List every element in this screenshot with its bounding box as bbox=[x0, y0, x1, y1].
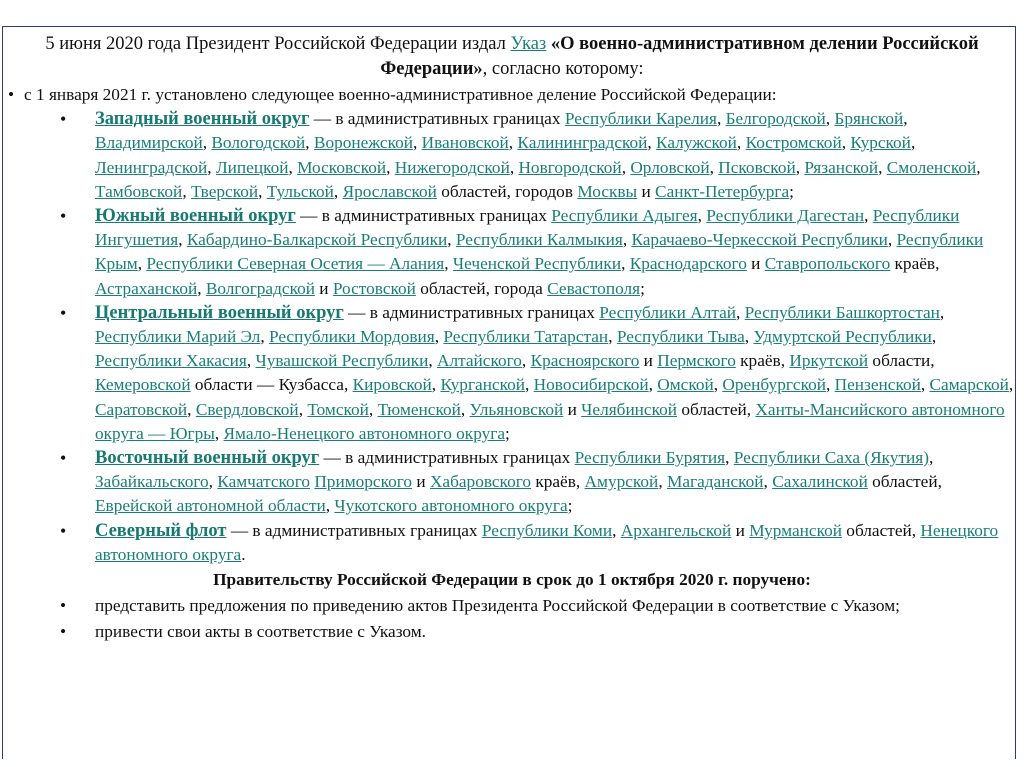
region-link[interactable]: Мурманской bbox=[749, 520, 842, 540]
description-text: . bbox=[241, 544, 246, 564]
description-text: , bbox=[1008, 375, 1014, 395]
government-heading: Правительству Российской Федерации в срок до 1 октября 2020 г. поручено: bbox=[213, 570, 811, 590]
region-link[interactable]: Архангельской bbox=[620, 520, 732, 540]
region-link[interactable]: Республики Дагестан bbox=[706, 206, 865, 226]
region-link[interactable]: Ульяновской bbox=[469, 399, 564, 419]
description-text: краёв, bbox=[890, 254, 940, 274]
description-text: , bbox=[434, 327, 444, 347]
region-link[interactable]: Республики Карелия bbox=[564, 109, 717, 129]
description-text: и bbox=[563, 399, 582, 419]
description-text: , bbox=[460, 399, 470, 419]
description-text: и bbox=[412, 472, 430, 492]
description-text: краёв, bbox=[531, 472, 585, 492]
decree-link[interactable]: Указ bbox=[510, 34, 547, 54]
description-text: и bbox=[731, 520, 750, 540]
description-text: областей, bbox=[677, 399, 756, 419]
region-link[interactable]: Севастополя bbox=[547, 278, 641, 298]
description-text: , bbox=[878, 157, 887, 177]
region-link[interactable]: Алтайского bbox=[437, 351, 522, 371]
region-link[interactable]: Иркутской bbox=[789, 351, 869, 371]
description-text: , bbox=[976, 157, 981, 177]
region-link[interactable]: Рязанской bbox=[804, 157, 879, 177]
description-text: — в административных границах bbox=[295, 206, 552, 226]
bullet-icon: • bbox=[8, 85, 15, 104]
region-link[interactable]: Белгородской bbox=[725, 109, 826, 129]
description-text: , bbox=[202, 133, 212, 153]
region-link[interactable]: Республики Коми bbox=[481, 520, 613, 540]
description-text: , bbox=[709, 157, 719, 177]
district-name[interactable]: Западный военный округ bbox=[95, 109, 310, 130]
district-name[interactable]: Центральный военный округ bbox=[95, 302, 344, 323]
description-text: , bbox=[716, 109, 726, 129]
description-text: областей, bbox=[867, 472, 942, 492]
region-link[interactable]: Санкт-Петербурга bbox=[655, 181, 790, 201]
region-link[interactable]: Курской bbox=[850, 133, 911, 153]
region-link[interactable]: Владимирской bbox=[95, 133, 203, 153]
region-link[interactable]: Смоленской bbox=[886, 157, 977, 177]
description-text: , bbox=[207, 157, 216, 177]
description-text: , bbox=[508, 133, 518, 153]
description-text: , bbox=[939, 302, 945, 322]
district-item bbox=[0, 519, 1024, 567]
task-text: привести свои акты в соответствие с Указом. bbox=[95, 622, 427, 642]
region-link[interactable]: Ивановской bbox=[421, 133, 509, 153]
description-text: , bbox=[725, 448, 734, 468]
description-text: , bbox=[621, 157, 631, 177]
region-link[interactable]: Ставропольского bbox=[764, 254, 891, 274]
description-text: областей, bbox=[841, 520, 921, 540]
region-link[interactable]: Саратовской bbox=[95, 399, 188, 419]
district-name[interactable]: Южный военный округ bbox=[95, 206, 296, 227]
description-text: и bbox=[639, 351, 658, 371]
description-text: , bbox=[182, 181, 191, 201]
description-text: , bbox=[178, 230, 187, 250]
description-text: , bbox=[864, 206, 873, 226]
region-link[interactable]: Калининградской bbox=[517, 133, 648, 153]
region-link[interactable]: Ямало-Ненецкого автономного округа bbox=[223, 423, 506, 443]
region-link[interactable]: Свердловской bbox=[195, 399, 299, 419]
region-link[interactable]: Новгородской bbox=[518, 157, 622, 177]
description-text: , bbox=[910, 133, 916, 153]
description-text: , bbox=[744, 327, 754, 347]
description-text: , bbox=[325, 496, 335, 516]
region-link[interactable]: Республики Крым bbox=[95, 230, 984, 274]
description-text: , bbox=[137, 254, 147, 274]
region-link[interactable]: Приморского bbox=[314, 472, 413, 492]
document-heading bbox=[30, 32, 994, 81]
description-text: , bbox=[187, 399, 196, 419]
region-link[interactable]: Краснодарского bbox=[629, 254, 747, 274]
region-link[interactable]: Пензенской bbox=[834, 375, 921, 395]
region-link[interactable]: Республики Калмыкия bbox=[455, 230, 623, 250]
region-link[interactable]: Ненецкого автономного округа bbox=[95, 520, 999, 564]
description-text: , bbox=[298, 399, 308, 419]
description-text: , bbox=[928, 448, 934, 468]
region-link[interactable]: Астраханской bbox=[95, 278, 198, 298]
description-text: , bbox=[208, 472, 218, 492]
description-text: области — Кузбасса, bbox=[190, 375, 353, 395]
district-name[interactable]: Восточный военный округ bbox=[95, 448, 320, 469]
region-link[interactable]: Сахалинской bbox=[772, 472, 868, 492]
region-link[interactable]: Республики Бурятия bbox=[574, 448, 726, 468]
region-link[interactable]: Республики Северная Осетия — Алания bbox=[146, 254, 445, 274]
region-link[interactable]: Хабаровского bbox=[429, 472, 532, 492]
description-text: ; bbox=[789, 181, 794, 201]
description-text: , bbox=[647, 133, 657, 153]
district-item bbox=[0, 204, 1024, 301]
region-link[interactable]: Амурской bbox=[584, 472, 659, 492]
description-text: , bbox=[444, 254, 453, 274]
region-link[interactable]: Кабардино-Балкарской Республики bbox=[186, 230, 448, 250]
description-text: и bbox=[746, 254, 765, 274]
description-text: , bbox=[386, 157, 395, 177]
district-item bbox=[0, 301, 1024, 446]
document-body bbox=[0, 32, 1024, 645]
region-link[interactable]: Московской bbox=[297, 157, 387, 177]
region-link[interactable]: Красноярского bbox=[530, 351, 640, 371]
region-link[interactable]: Республики Татарстан bbox=[443, 327, 609, 347]
description-text: , bbox=[736, 133, 746, 153]
description-text: ; bbox=[567, 496, 573, 516]
region-link[interactable]: Ярославской bbox=[342, 181, 437, 201]
description-text: , bbox=[621, 254, 630, 274]
description-text: областей, городов bbox=[436, 181, 578, 201]
task-item bbox=[0, 594, 1024, 618]
region-link[interactable]: Тюменской bbox=[377, 399, 461, 419]
region-link[interactable]: Ростовской bbox=[332, 278, 416, 298]
description-text: и bbox=[314, 278, 333, 298]
region-link[interactable]: Еврейской автономной области bbox=[95, 496, 326, 516]
region-link[interactable]: Томской bbox=[307, 399, 369, 419]
intro-text: с 1 января 2021 г. установлено следующее военно-административное деление Российской Федерации: bbox=[24, 85, 777, 104]
region-link[interactable]: Омской bbox=[657, 375, 714, 395]
description-text: краёв, bbox=[735, 351, 790, 371]
description-text: , bbox=[622, 230, 632, 250]
description-text: , bbox=[305, 133, 314, 153]
region-link[interactable]: Удмуртской Республики bbox=[753, 327, 932, 347]
region-link[interactable]: Тверской bbox=[190, 181, 259, 201]
region-link[interactable]: Республики Саха (Якутия) bbox=[733, 448, 929, 468]
region-link[interactable]: Карачаево-Черкесской Республики bbox=[631, 230, 888, 250]
description-text: , bbox=[713, 375, 723, 395]
description-text: , bbox=[826, 375, 835, 395]
region-link[interactable]: Вологодской bbox=[211, 133, 306, 153]
region-link[interactable]: Республики Марий Эл bbox=[95, 327, 261, 347]
description-text: , bbox=[887, 230, 897, 250]
region-link[interactable]: Самарской bbox=[929, 375, 1009, 395]
region-link[interactable]: Ханты-Мансийского автономного округа — Югры bbox=[95, 399, 1005, 443]
heading-suffix: , согласно которому: bbox=[482, 58, 644, 79]
bullet-icon: • bbox=[60, 448, 67, 469]
region-link[interactable]: Оренбургской bbox=[722, 375, 826, 395]
region-link[interactable]: Орловской bbox=[630, 157, 710, 177]
region-link[interactable]: Чеченской Республики bbox=[452, 254, 622, 274]
region-link[interactable]: Курганской bbox=[440, 375, 526, 395]
region-link[interactable]: Волгоградской bbox=[205, 278, 315, 298]
district-item bbox=[0, 107, 1024, 204]
description-text: , bbox=[288, 157, 298, 177]
districts-list bbox=[0, 107, 1024, 567]
district-description bbox=[95, 303, 1013, 443]
description-text: , bbox=[608, 327, 617, 347]
bullet-icon: • bbox=[60, 206, 67, 227]
description-text: ; bbox=[640, 278, 645, 298]
region-link[interactable]: Кемеровской bbox=[95, 375, 191, 395]
description-text: , bbox=[795, 157, 805, 177]
region-link[interactable]: Тамбовской bbox=[95, 181, 183, 201]
description-text: — в административных границах bbox=[226, 520, 482, 540]
task-text: представить предложения по приведению актов Президента Российской Федерации в соответствие с Указом; bbox=[95, 596, 900, 616]
district-description bbox=[95, 521, 998, 564]
description-text: , bbox=[825, 109, 835, 129]
region-link[interactable]: Ленинградской bbox=[95, 157, 208, 177]
region-link[interactable]: Новосибирской bbox=[533, 375, 649, 395]
region-link[interactable]: Псковской bbox=[718, 157, 796, 177]
heading-prefix: 5 июня 2020 года Президент Российской Федерации издал bbox=[45, 34, 511, 54]
region-link[interactable]: Воронежской bbox=[313, 133, 413, 153]
region-link[interactable]: Челябинской bbox=[581, 399, 678, 419]
region-link[interactable]: Республики Башкортостан bbox=[744, 302, 940, 322]
bullet-icon: • bbox=[60, 596, 67, 616]
region-link[interactable]: Чукотского автономного округа bbox=[334, 496, 568, 516]
region-link[interactable]: Республики Алтай bbox=[599, 302, 737, 322]
description-text: , bbox=[197, 278, 206, 298]
description-text: , bbox=[658, 472, 667, 492]
description-text: , bbox=[428, 351, 437, 371]
description-text: , bbox=[258, 181, 267, 201]
task-item bbox=[0, 620, 1024, 644]
region-link[interactable]: Республики Адыгея bbox=[551, 206, 698, 226]
region-link[interactable]: Костромской bbox=[745, 133, 842, 153]
description-text: , bbox=[736, 302, 745, 322]
region-link[interactable]: Магаданской bbox=[666, 472, 764, 492]
description-text: , bbox=[368, 399, 378, 419]
description-text: , bbox=[509, 157, 519, 177]
bullet-icon: • bbox=[60, 520, 67, 541]
district-item bbox=[0, 446, 1024, 519]
bullet-icon: • bbox=[60, 302, 67, 323]
description-text: , bbox=[931, 327, 937, 347]
description-text: , bbox=[260, 327, 269, 347]
description-text: — в административных границах bbox=[309, 109, 565, 129]
region-link[interactable]: Кировской bbox=[352, 375, 432, 395]
description-text: , bbox=[447, 230, 456, 250]
bullet-icon: • bbox=[60, 622, 67, 642]
description-text: , bbox=[697, 206, 707, 226]
description-text: , bbox=[413, 133, 422, 153]
description-text: , bbox=[246, 351, 256, 371]
description-text: , bbox=[648, 375, 658, 395]
region-link[interactable]: Республики Хакасия bbox=[95, 351, 247, 371]
description-text: областей, города bbox=[415, 278, 548, 298]
description-text: — в административных границах bbox=[319, 448, 575, 468]
decree-title: «О военно-административном делении Российской Федерации» bbox=[380, 34, 979, 79]
region-link[interactable]: Чувашской Республики bbox=[255, 351, 429, 371]
region-link[interactable]: Липецкой bbox=[215, 157, 289, 177]
region-link[interactable]: Брянской bbox=[834, 109, 904, 129]
region-link[interactable]: Республики Мордовия bbox=[268, 327, 435, 347]
region-link[interactable]: Республики Ингушетия bbox=[95, 206, 960, 250]
description-text: , bbox=[214, 423, 224, 443]
description-text: , bbox=[763, 472, 773, 492]
region-link[interactable]: Москвы bbox=[577, 181, 638, 201]
description-text: , bbox=[431, 375, 441, 395]
description-text: , bbox=[612, 520, 621, 540]
region-link[interactable]: Забайкальского bbox=[95, 472, 209, 492]
intro-item bbox=[0, 83, 1024, 107]
description-text: , bbox=[903, 109, 908, 129]
district-name[interactable]: Северный флот bbox=[95, 520, 227, 541]
description-text: области, bbox=[868, 351, 935, 371]
description-text: , bbox=[525, 375, 534, 395]
region-link[interactable]: Нижегородской bbox=[394, 157, 510, 177]
region-link[interactable]: Калужской bbox=[656, 133, 737, 153]
region-link[interactable]: Тульской bbox=[266, 181, 334, 201]
description-text: ; bbox=[505, 423, 510, 443]
description-text: — в административных границах bbox=[343, 302, 600, 322]
description-text: и bbox=[637, 181, 656, 201]
region-link[interactable]: Камчатского bbox=[217, 472, 310, 492]
region-link[interactable]: Республики Тыва bbox=[616, 327, 745, 347]
description-text: , bbox=[841, 133, 851, 153]
bullet-icon: • bbox=[60, 109, 67, 130]
description-text: , bbox=[920, 375, 930, 395]
region-link[interactable]: Пермского bbox=[657, 351, 736, 371]
description-text: , bbox=[333, 181, 343, 201]
description-text: , bbox=[521, 351, 531, 371]
